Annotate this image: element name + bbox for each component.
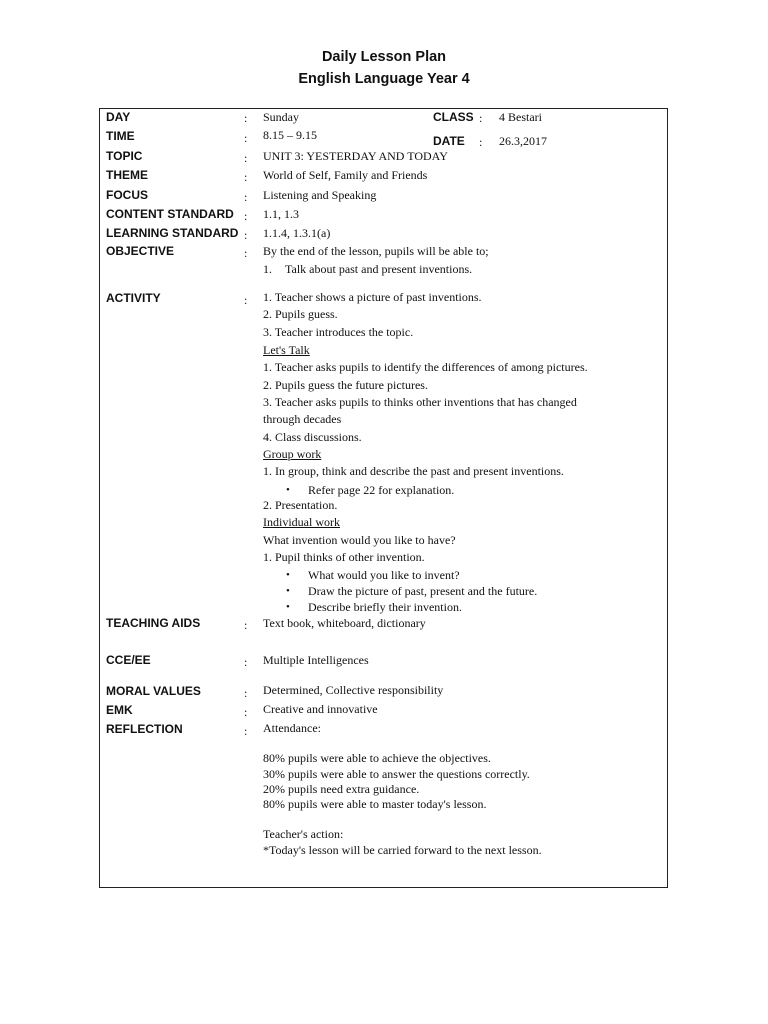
activity-line: 2. Presentation.: [263, 498, 338, 512]
activity-label: ACTIVITY: [106, 291, 161, 305]
activity-line: 4. Class discussions.: [263, 430, 362, 444]
activity-line: 1. Teacher shows a picture of past inventions.: [263, 290, 482, 304]
objective-item-text: Talk about past and present inventions.: [285, 262, 473, 276]
cce-label: CCE/EE: [106, 653, 151, 667]
time-value: 8.15 – 9.15: [263, 128, 317, 142]
activity-bullet-item: Draw the picture of past, present and the future.: [308, 584, 538, 598]
activity-bullet-item: Refer page 22 for explanation.: [308, 483, 455, 497]
colon: :: [244, 655, 248, 669]
colon: :: [244, 686, 248, 700]
reflection-line: 80% pupils were able to master today's lesson.: [263, 797, 487, 811]
content-standard-value: 1.1, 1.3: [263, 207, 299, 221]
teaching-aids-value: Text book, whiteboard, dictionary: [263, 616, 426, 630]
learning-standard-label: LEARNING STANDARD: [106, 226, 239, 240]
activity-line: 1. Teacher asks pupils to identify the differences of among pictures.: [263, 360, 588, 374]
emk-label: EMK: [106, 703, 133, 717]
objective-item-number: 1.: [263, 262, 272, 276]
moral-values-label: MORAL VALUES: [106, 684, 201, 698]
date-label: DATE: [433, 134, 465, 148]
document-subtitle: English Language Year 4: [298, 71, 470, 87]
reflection-line: 30% pupils were able to answer the questions correctly.: [263, 767, 530, 781]
day-label: DAY: [106, 110, 131, 124]
teaching-aids-label: TEACHING AIDS: [106, 616, 201, 630]
topic-value: UNIT 3: YESTERDAY AND TODAY: [263, 149, 448, 163]
colon: :: [244, 293, 248, 307]
reflection-line: 80% pupils were able to achieve the objectives.: [263, 751, 491, 765]
learning-standard-value: 1.1.4, 1.3.1(a): [263, 226, 331, 240]
colon: :: [244, 170, 248, 184]
lets-talk-heading: Let's Talk: [263, 343, 310, 357]
activity-line: What invention would you like to have?: [263, 533, 456, 547]
activity-bullet-item: What would you like to invent?: [308, 568, 460, 582]
colon: :: [244, 246, 248, 260]
date-value: 26.3,2017: [499, 134, 547, 148]
bullet-icon: •: [286, 585, 290, 597]
time-label: TIME: [106, 129, 135, 143]
colon: :: [244, 618, 248, 632]
activity-line: 1. In group, think and describe the past and present inventions.: [263, 464, 564, 478]
colon: :: [479, 111, 483, 125]
activity-line: 2. Pupils guess.: [263, 307, 338, 321]
group-work-heading: Group work: [263, 447, 322, 461]
topic-label: TOPIC: [106, 149, 143, 163]
day-value: Sunday: [263, 110, 299, 124]
reflection-line: 20% pupils need extra guidance.: [263, 782, 420, 796]
bullet-icon: •: [286, 484, 290, 496]
activity-line: through decades: [263, 412, 342, 426]
teacher-action-text: *Today's lesson will be carried forward to the next lesson.: [263, 843, 542, 857]
moral-values-value: Determined, Collective responsibility: [263, 683, 444, 697]
document-title: Daily Lesson Plan: [321, 49, 447, 65]
activity-line: 2. Pupils guess the future pictures.: [263, 378, 428, 392]
colon: :: [244, 705, 248, 719]
focus-value: Listening and Speaking: [263, 188, 377, 202]
activity-line: 1. Pupil thinks of other invention.: [263, 550, 425, 564]
individual-work-heading: Individual work: [263, 515, 340, 529]
teacher-action-label: Teacher's action:: [263, 827, 344, 841]
colon: :: [244, 724, 248, 738]
reflection-value: Attendance:: [263, 721, 321, 735]
reflection-label: REFLECTION: [106, 722, 183, 736]
colon: :: [244, 228, 248, 242]
activity-bullet-item: Describe briefly their invention.: [308, 600, 462, 614]
theme-value: World of Self, Family and Friends: [263, 168, 428, 182]
cce-value: Multiple Intelligences: [263, 653, 369, 667]
theme-label: THEME: [106, 168, 148, 182]
focus-label: FOCUS: [106, 188, 148, 202]
bullet-icon: •: [286, 601, 290, 613]
document-header: [0, 46, 768, 90]
bullet-icon: •: [286, 569, 290, 581]
colon: :: [479, 135, 483, 149]
activity-line: 3. Teacher asks pupils to thinks other inventions that has changed: [263, 395, 577, 409]
colon: :: [244, 190, 248, 204]
class-value: 4 Bestari: [499, 110, 542, 124]
colon: :: [244, 151, 248, 165]
objective-value: By the end of the lesson, pupils will be able to;: [263, 244, 489, 258]
objective-label: OBJECTIVE: [106, 244, 175, 258]
colon: :: [244, 209, 248, 223]
colon: :: [244, 111, 248, 125]
activity-line: 3. Teacher introduces the topic.: [263, 325, 414, 339]
content-standard-label: CONTENT STANDARD: [106, 207, 234, 221]
class-label: CLASS: [433, 110, 474, 124]
emk-value: Creative and innovative: [263, 702, 378, 716]
colon: :: [244, 131, 248, 145]
